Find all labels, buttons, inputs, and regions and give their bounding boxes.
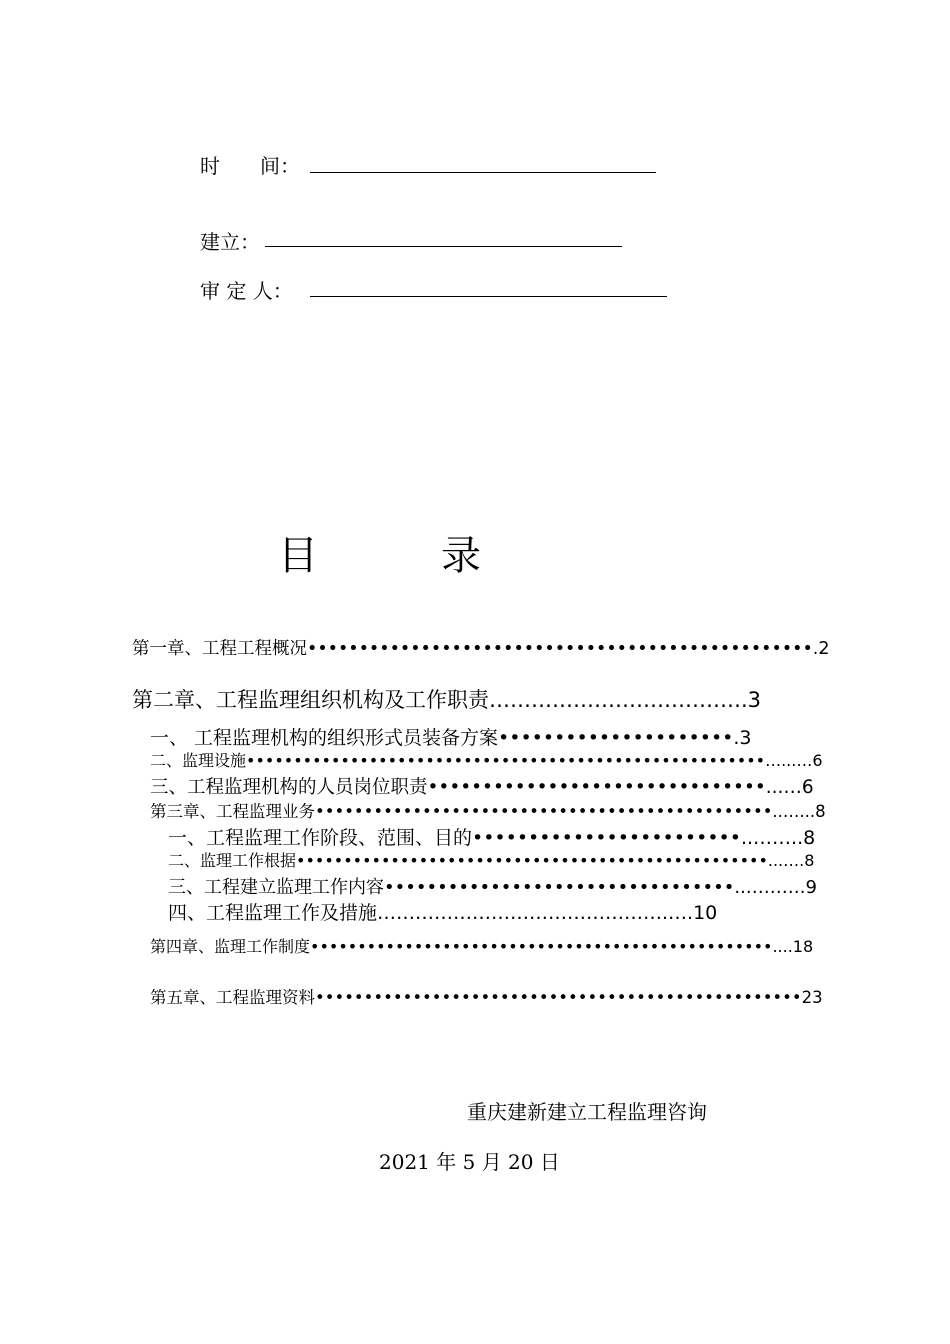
toc-entry-3-1: 一、工程监理工作阶段、范围、目的••••••••••••••••••••••••..……..8 — [168, 827, 816, 849]
toc-title-left: 目 — [278, 533, 318, 579]
field-label-time: 时 间： — [200, 154, 300, 178]
toc-entry-chapter-5: 第五章、工程监理资料••••••••••••••••••••••••••••••••••••••••••••••••••23 — [150, 988, 823, 1007]
toc-entry-2-2: 二、监理设施•••••••••••••••••••••••••••••••••••••••••••••••••••••••…...…6 — [150, 751, 823, 770]
toc-entry-3-3: 三、工程建立监理工作内容•••••••••••••••••••••••••••••••••..……….9 — [168, 877, 817, 898]
field-label-supervisor: 建立： — [200, 230, 260, 254]
field-underline-approver — [310, 296, 667, 297]
toc-entry-3-2: 二、监理工作根据••••••••••••••••••••••••••••••••••••••••••••••••••...….8 — [168, 851, 815, 870]
toc-entry-2-3: 三、工程监理机构的人员岗位职责•••••••••••••••••••••••••••••••...…6 — [150, 777, 814, 798]
toc-entry-2-1: 一、 工程监理机构的组织形式员装备方案•••••••••••••••••••••.3 — [150, 727, 752, 749]
toc-entry-3-4: 四、工程监理工作及措施……………………………………….….10 — [168, 902, 718, 924]
field-label-approver: 审 定 人： — [200, 279, 293, 303]
field-underline-supervisor — [265, 246, 622, 247]
footer-date: 2021 年 5 月 20 日 — [379, 1150, 560, 1174]
footer-company: 重庆建新建立工程监理咨询 — [467, 1100, 707, 1124]
toc-entry-chapter-2: 第二章、工程监理组织机构及工作职责……………………………….3 — [132, 688, 762, 712]
field-underline-time — [310, 172, 656, 173]
toc-title-right: 录 — [441, 533, 481, 579]
toc-entry-chapter-3: 第三章、工程监理业务•••••••••••••••••••••••••••••••••••••••••••••••..…...8 — [150, 802, 826, 821]
toc-entry-chapter-4: 第四章、监理工作制度•••••••••••••••••••••••••••••••••••••••••••••••••....18 — [150, 937, 814, 956]
toc-entry-chapter-1: 第一章、工程工程概况•••••••••••••••••••••••••••••••••••••••••••••••••.2 — [132, 639, 830, 659]
